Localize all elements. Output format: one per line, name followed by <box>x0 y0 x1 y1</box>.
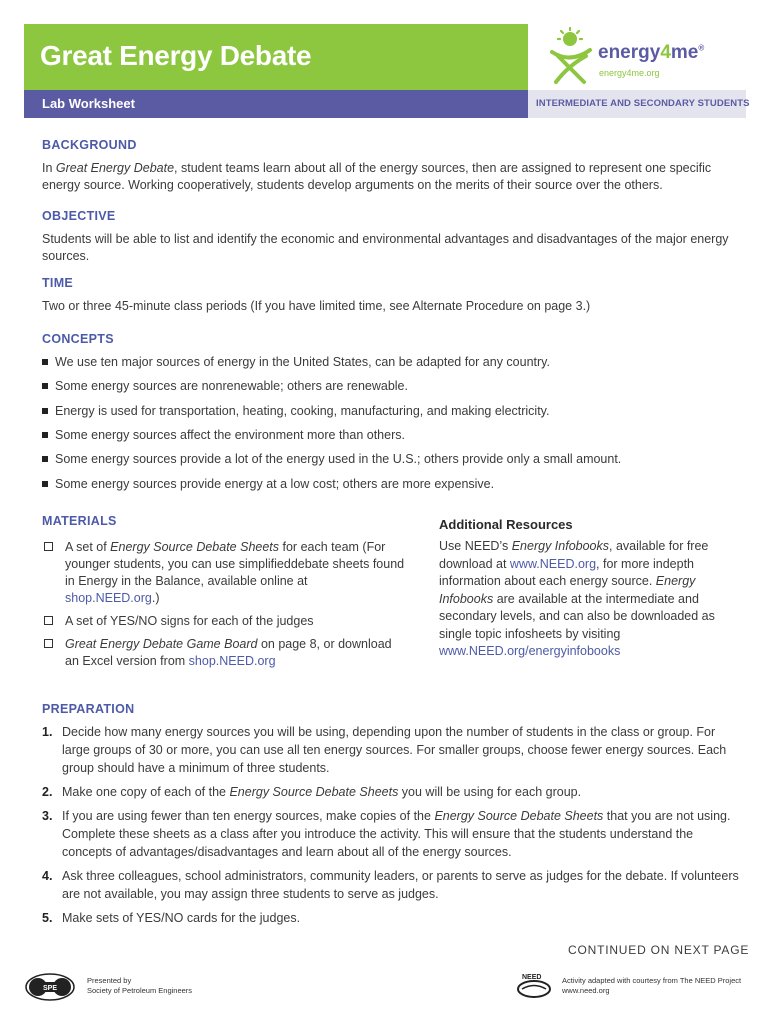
concepts-heading: CONCEPTS <box>42 332 114 346</box>
logo-wordmark: energy4me® <box>598 42 705 63</box>
logo-url: energy4me.org <box>599 68 660 78</box>
worksheet-label: Lab Worksheet <box>42 96 135 111</box>
background-text: In Great Energy Debate, student teams learn about all of the energy sources, then are assigned to represent one specific energy source. Working cooperatively, students develop arguments on the merits of their source over the others. <box>42 161 712 192</box>
shop-need-link[interactable]: shop.NEED.org <box>188 654 276 668</box>
objective-text: Students will be able to list and identify the economic and environmental advantages and disadvantages of the major energy sources. <box>42 232 729 263</box>
need-website-link[interactable]: www.NEED.org <box>509 556 597 571</box>
time-text: Two or three 45-minute class periods (If you have limited time, see Alternate Procedure on page 3.) <box>42 299 591 313</box>
need-logo-text: NEED <box>522 974 542 981</box>
adapted-credit: Activity adapted with courtesy from The NEED Project www.need.org <box>562 976 742 995</box>
audience-label: INTERMEDIATE AND SECONDARY STUDENTS <box>536 98 750 109</box>
energy4me-figure-icon <box>546 26 596 86</box>
presented-by: Presented by Society of Petroleum Engineers <box>87 976 193 995</box>
background-heading: BACKGROUND <box>42 138 137 152</box>
energy-infobooks-link[interactable]: www.NEED.org/energyinfobooks <box>439 644 621 658</box>
checkbox-icon <box>44 616 53 625</box>
checkbox-icon <box>44 639 53 648</box>
preparation-heading: PREPARATION <box>42 702 135 716</box>
spe-logo-text: SPE <box>42 985 58 992</box>
materials-heading: MATERIALS <box>42 514 117 528</box>
need-logo <box>516 970 556 1005</box>
checkbox-icon <box>44 542 53 551</box>
spe-globe-icon <box>24 972 76 1002</box>
page-title: Great Energy Debate <box>40 40 312 71</box>
additional-resources-text: Use NEED’s Energy Infobooks, available for free download at www.NEED.org, for more indepth information about each energy source. Energy Infobooks are available at the intermediate and secondary levels, and can also be downloaded as single topic infosheets by visiting www.NEED.org/energyinfobooks <box>439 539 715 658</box>
need-logo-icon <box>516 970 556 1000</box>
objective-heading: OBJECTIVE <box>42 209 116 223</box>
time-heading: TIME <box>42 276 74 290</box>
additional-resources-title: Additional Resources <box>439 517 573 532</box>
spe-logo <box>24 972 76 1007</box>
energy4me-logo <box>546 26 746 90</box>
continued-label: CONTINUED ON NEXT PAGE <box>568 943 750 957</box>
shop-need-link[interactable]: shop.NEED.org <box>65 591 152 605</box>
